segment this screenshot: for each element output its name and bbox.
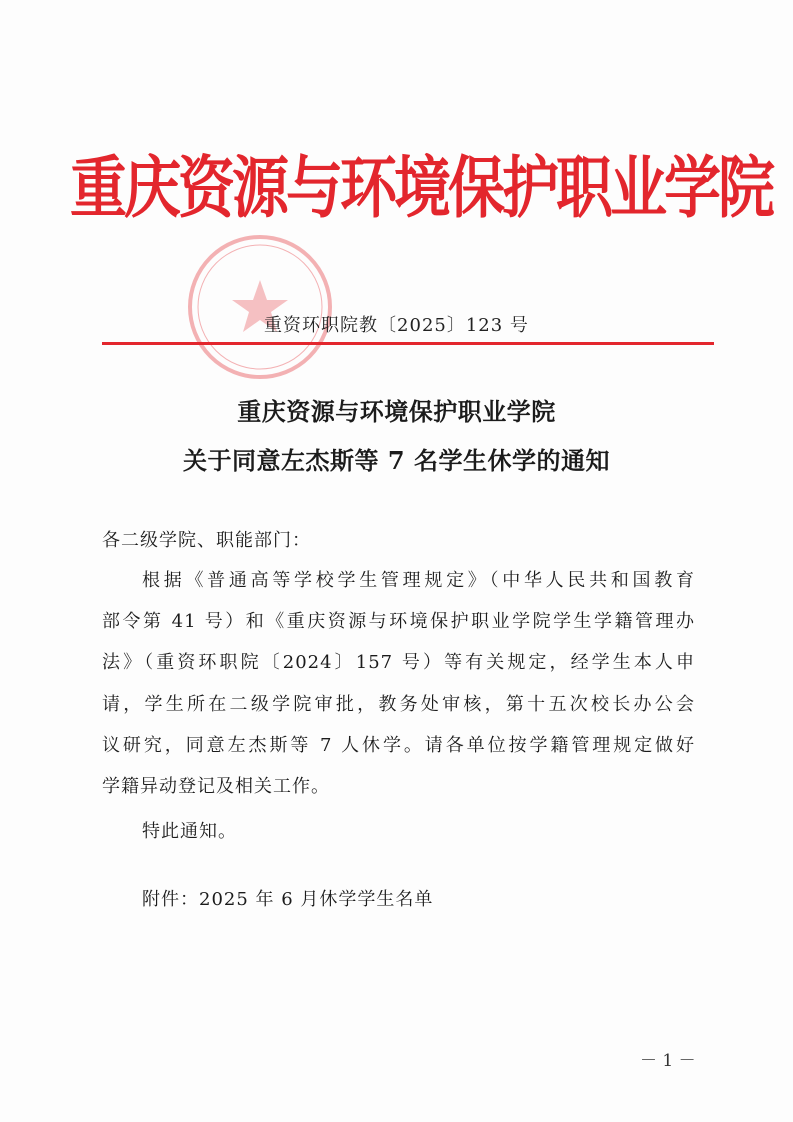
body-line-5: 议研究，同意左杰斯等 7 人休学。请各单位按学籍管理规定做好 xyxy=(102,735,695,756)
salutation: 各二级学院、职能部门： xyxy=(102,530,311,551)
attachment-link[interactable]: 附件：2025 年 6 月休学学生名单 xyxy=(142,889,434,910)
body-line-3: 法》（重资环职院〔2024〕157 号）等有关规定，经学生本人申 xyxy=(102,652,695,673)
red-divider-line xyxy=(102,342,714,345)
page-number: － 1 － xyxy=(640,1051,696,1071)
body-line-2: 部令第 41 号）和《重庆资源与环境保护职业学院学生学籍管理办 xyxy=(102,611,695,632)
masthead-title: 重庆资源与环境保护职业学院 xyxy=(70,149,772,228)
body-line-4: 请，学生所在二级学院审批，教务处审核，第十五次校长办公会 xyxy=(102,694,695,715)
official-seal-stamp xyxy=(185,232,335,382)
notice-title-line-2: 关于同意左杰斯等 7 名学生休学的通知 xyxy=(183,446,610,475)
document-number: 重资环职院教〔2025〕123 号 xyxy=(264,315,529,336)
body-line-1: 根据《普通高等学校学生管理规定》（中华人民共和国教育 xyxy=(142,570,695,591)
notice-title-line-1: 重庆资源与环境保护职业学院 xyxy=(237,397,556,426)
closing-remark: 特此通知。 xyxy=(142,821,237,842)
body-line-6: 学籍异动登记及相关工作。 xyxy=(102,776,330,797)
